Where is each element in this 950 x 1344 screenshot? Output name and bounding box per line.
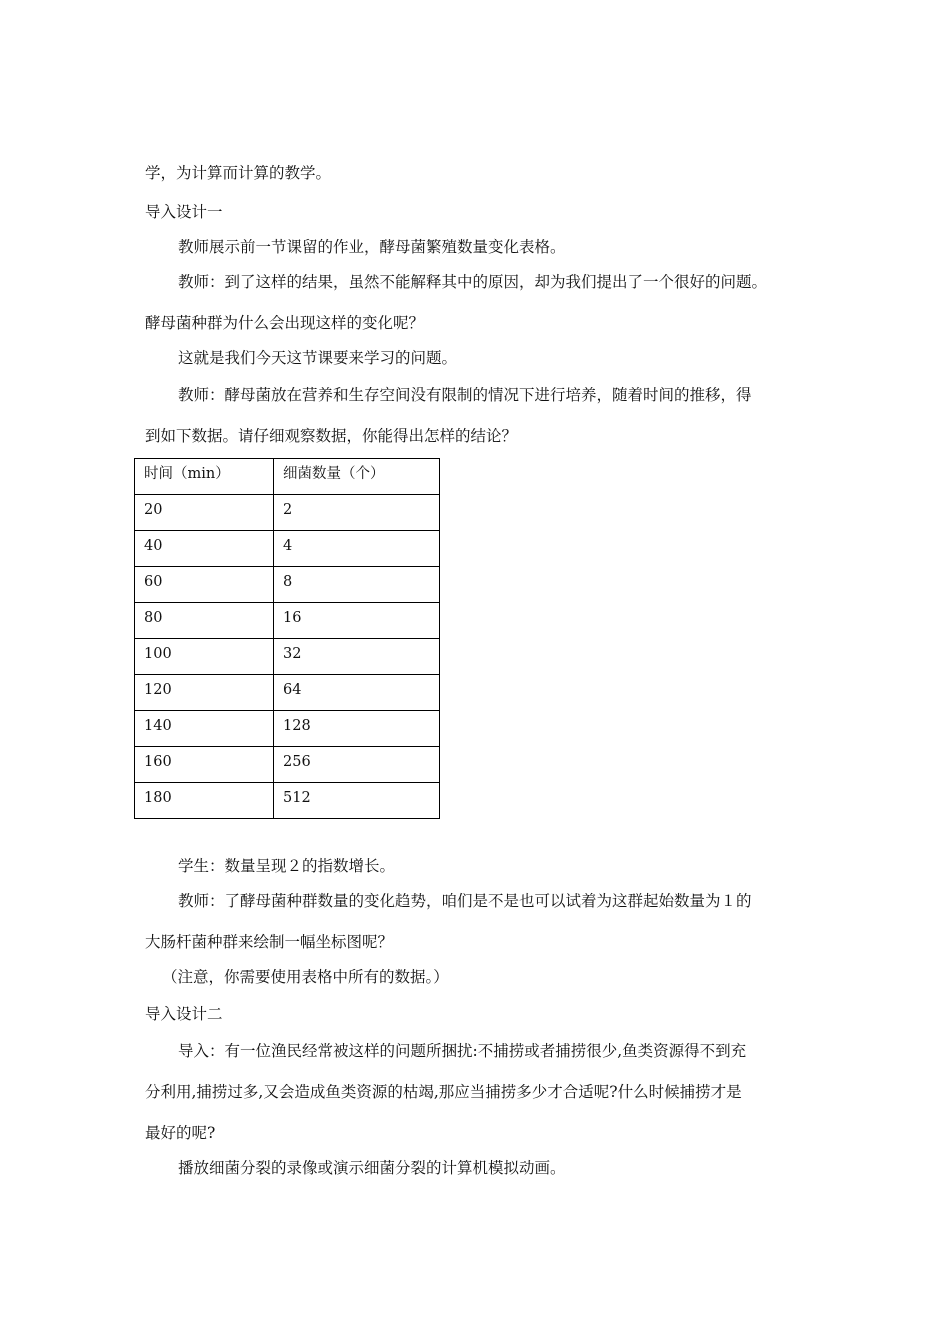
table-row [135, 783, 440, 819]
section-heading: 导入设计二 [145, 1005, 223, 1023]
table-cell-count: 16 [274, 603, 440, 639]
table-cell-time: 80 [135, 603, 274, 639]
section-heading: 导入设计一 [145, 203, 223, 221]
paragraph-line: 学生：数量呈现２的指数增长。 [178, 857, 396, 875]
table-cell-time: 20 [135, 495, 274, 531]
paragraph-line: 教师展示前一节课留的作业，酵母菌繁殖数量变化表格。 [178, 238, 566, 256]
table-cell-time: 120 [135, 675, 274, 711]
table-row [135, 495, 440, 531]
paragraph-line: 教师：酵母菌放在营养和生存空间没有限制的情况下进行培养，随着时间的推移，得 [178, 386, 752, 404]
table-cell-time: 180 [135, 783, 274, 819]
paragraph-line: 这就是我们今天这节课要来学习的问题。 [178, 349, 458, 367]
table-row [135, 639, 440, 675]
paragraph-line: （注意，你需要使用表格中所有的数据。） [162, 968, 449, 986]
paragraph-line: 学，为计算而计算的教学。 [145, 164, 332, 182]
paragraph-line: 最好的呢? [145, 1124, 216, 1142]
paragraph-line: 教师：到了这样的结果，虽然不能解释其中的原因，却为我们提出了一个很好的问题。 [178, 273, 768, 291]
table-row [135, 675, 440, 711]
table-row [135, 567, 440, 603]
table-cell-time: 60 [135, 567, 274, 603]
table-row [135, 603, 440, 639]
table-cell-count: 256 [274, 747, 440, 783]
paragraph-line: 导入：有一位渔民经常被这样的问题所捆扰:不捕捞或者捕捞很少,鱼类资源得不到充 [178, 1042, 747, 1060]
table-header-cell: 时间（min） [135, 459, 274, 495]
table-row [135, 711, 440, 747]
table-cell-time: 100 [135, 639, 274, 675]
paragraph-line: 分利用,捕捞过多,又会造成鱼类资源的枯竭,那应当捕捞多少才合适呢?什么时候捕捞才是 [145, 1083, 742, 1101]
table-header-row [135, 459, 440, 495]
table-cell-time: 40 [135, 531, 274, 567]
table-row [135, 531, 440, 567]
table-cell-time: 160 [135, 747, 274, 783]
table-cell-count: 4 [274, 531, 440, 567]
table-cell-count: 32 [274, 639, 440, 675]
table-cell-count: 64 [274, 675, 440, 711]
paragraph-line: 大肠杆菌种群来绘制一幅坐标图呢？ [145, 933, 394, 951]
paragraph-line: 酵母菌种群为什么会出现这样的变化呢？ [145, 314, 425, 332]
table-header-cell: 细菌数量（个） [274, 459, 440, 495]
paragraph-line: 播放细菌分裂的录像或演示细菌分裂的计算机模拟动画。 [178, 1159, 566, 1177]
table-cell-count: 512 [274, 783, 440, 819]
paragraph-line: 教师：了酵母菌种群数量的变化趋势，咱们是不是也可以试着为这群起始数量为１的 [178, 892, 752, 910]
table-cell-count: 8 [274, 567, 440, 603]
table-cell-count: 2 [274, 495, 440, 531]
bacteria-count-table [134, 458, 440, 819]
paragraph-line: 到如下数据。请仔细观察数据，你能得出怎样的结论？ [145, 427, 518, 445]
table-cell-time: 140 [135, 711, 274, 747]
table-cell-count: 128 [274, 711, 440, 747]
table-row [135, 747, 440, 783]
